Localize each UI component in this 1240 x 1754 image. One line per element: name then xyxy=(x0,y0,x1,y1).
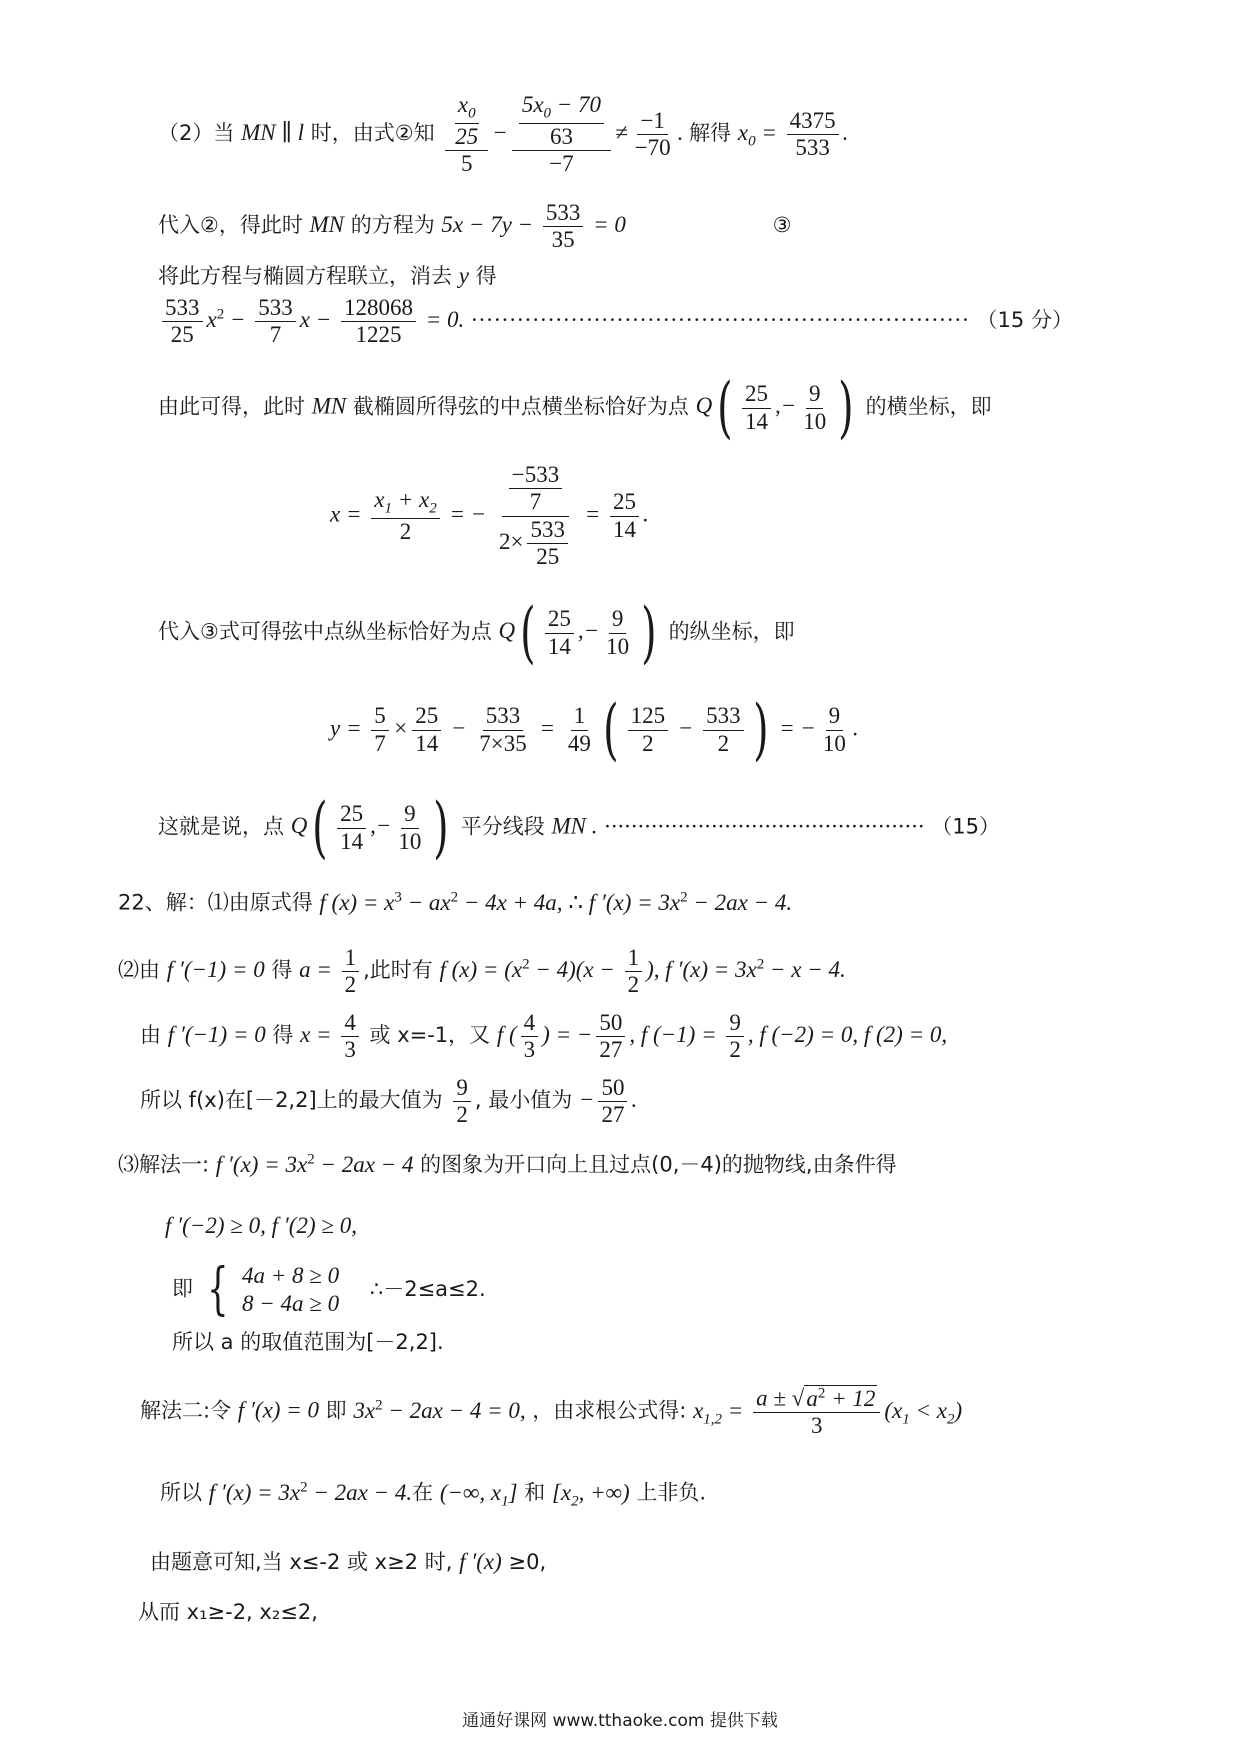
line-quadratic: $\frac{533}{25}$ $x^2$ − $\frac{533}{7}$ x − $\frac{128068}{1225}$ = 0. ································································· （15 分） xyxy=(158,295,1073,349)
text: 在 xyxy=(412,1480,434,1505)
q22-part1: 22、解：⑴由原式得 f $(x) = x^3 - ax^2 - 4x + 4a$, ∴ f $'(x) = 3x^2 - 2ax - 4$. xyxy=(118,889,793,915)
text: 解得 xyxy=(689,121,732,146)
text: 即 xyxy=(325,1398,347,1423)
text: 将此方程与椭圆方程联立，消去 xyxy=(158,264,452,288)
dots: ································································· xyxy=(470,308,970,333)
fraction-num: 4375 xyxy=(787,108,839,135)
q22-extrema: 由 f ′(−1) = 0 得 x = $\frac{4}{3}$ 或 x=-1，又 f ( $\frac{4}{3}$ ) = − $\frac{50}{27}$ , f (−1) = $\frac{9}{2}$ , f (−2) = 0, f (2) = 0, xyxy=(140,1010,948,1063)
text: 的方程为 xyxy=(350,213,435,238)
text: 的横坐标，即 xyxy=(865,394,992,419)
q22-nonnegative: 所以 f $'(x) = 3x^2 - 2ax - 4$.在 (−∞, $x_1$] 和 [$x_2$, +∞) 上非负. xyxy=(160,1479,707,1510)
text: 代入③式可得弦中点纵坐标恰好为点 xyxy=(158,619,492,644)
text: 解法二:令 xyxy=(140,1398,232,1423)
footer-watermark: 通通好课网 www.tthaoke.com 提供下载 xyxy=(462,1711,778,1731)
line-eliminate xyxy=(158,262,497,290)
text: ≥0, xyxy=(508,1550,547,1574)
text: ∴－2≤a≤2. xyxy=(369,1276,486,1301)
text: 所以 xyxy=(160,1480,202,1505)
text: 由此可得，此时 xyxy=(158,394,305,419)
text: 得 xyxy=(271,958,293,983)
line-bisect: 这就是说，点 Q( $\frac{25}{14}$ ,− $\frac{9}{10}$ ) 平分线段 MN . ················································ （15） xyxy=(158,789,1000,866)
text: , 最小值为 xyxy=(474,1088,573,1113)
math-fraction-expression: $\frac{\frac{x_0}{25}}{5}$ − $\frac{\frac{5x_0 - 70}{63}}{-7}$ ≠ $\frac{-1}{-70}$ . xyxy=(441,120,689,145)
text: 22、解：⑴由原式得 xyxy=(118,890,313,915)
text: 的图象为开口向上且过点(0,－4)的抛物线,由条件得 xyxy=(420,1152,897,1177)
q22-system xyxy=(172,1257,486,1322)
text: 代入②，得此时 xyxy=(158,213,303,238)
text: 得 xyxy=(475,264,497,288)
q22-max-min: 所以 f(x)在[－2,2]上的最大值为 $\frac{9}{2}$ , 最小值为 − $\frac{50}{27}$ . xyxy=(140,1075,638,1128)
line-mn-parallel: （2）当 MN ∥ l 时，由式②知 $\frac{\frac{x_0}{25}}{5}$ − $\frac{\frac{5x_0 - 70}{63}}{-7}$ ≠ $\frac{-1}{-70}$ . 解得 $x_0$ = $\frac{4375}{533}$ . xyxy=(158,92,849,177)
text: ，由求根公式得: xyxy=(532,1398,687,1423)
q22-conditions: f ′(−2) ≥ 0, f ′(2) ≥ 0, xyxy=(165,1213,357,1238)
point-q: Q( $\frac{25}{14}$ ,− $\frac{9}{10}$ ) xyxy=(290,789,449,866)
text: 截椭圆所得弦的中点横坐标恰好为点 xyxy=(352,394,689,419)
equation-marker: ③ xyxy=(772,213,792,238)
text: 平分线段 xyxy=(460,814,545,839)
text: 的纵坐标，即 xyxy=(668,619,795,644)
text: 和 xyxy=(524,1480,546,1505)
text: （2）当 xyxy=(158,121,235,146)
q22-conclusion xyxy=(138,1600,318,1625)
q22-method1: ⑶解法一: f $'(x) = 3x^2 - 2ax - 4$ 的图象为开口向上且过点(0,－4)的抛物线,由条件得 xyxy=(118,1151,897,1177)
line-midpoint-y xyxy=(158,594,795,671)
point-q: Q( $\frac{25}{14}$ ,− $\frac{9}{10}$ ) xyxy=(498,594,657,671)
text: 即 xyxy=(172,1276,193,1301)
text: 从而 x₁≥-2, x₂≤2, xyxy=(138,1600,318,1624)
text: 这就是说，点 xyxy=(158,814,284,839)
score: （15 分） xyxy=(976,308,1073,333)
text: 所以 f(x)在[－2,2]上的最大值为 xyxy=(140,1088,443,1113)
point-q: Q( $\frac{25}{14}$ ,− $\frac{9}{10}$ ) xyxy=(695,369,854,446)
brace: { xyxy=(206,1257,229,1322)
math: y xyxy=(458,263,469,288)
line-x-formula: x = $\frac{x_1 + x_2}{2}$ = − $\frac{-533}{7}$ 2× $\frac{533}{25}$ = $\frac{25}{14}$ . xyxy=(330,462,649,570)
text: 所以 a 的取值范围为[－2,2]. xyxy=(172,1330,444,1354)
text: ⑵由 xyxy=(118,958,160,983)
q22-method2: 解法二:令 f ′(x) = 0 即 $3x^2 - 2ax - 4 = 0$, ，由求根公式得: $x_{1,2}$ = $\frac{a \pm √a^2 + 12}{3}$ $(x_1 < x_2)$ xyxy=(140,1385,963,1439)
q22-part2: ⑵由 f ′(−1) = 0 得 a = $\frac{1}{2}$ ,此时有 f $(x) = (x^2 - 4)(x$ − $\frac{1}{2}$ ), f $'(x) = 3x^2 - x - 4$. xyxy=(118,945,846,998)
text: ⑶解法一: xyxy=(118,1152,210,1177)
math: MN xyxy=(241,120,276,146)
inequalities: 4a + 8 ≥ 0 8 − 4a ≥ 0 xyxy=(242,1263,340,1316)
line-mn-equation: 代入②，得此时 MN 的方程为 5x − 7y − $\frac{533}{35}$ = 0 ③ xyxy=(158,200,792,253)
text: 由题意可知,当 x≤-2 或 x≥2 时, xyxy=(150,1550,453,1574)
fraction-den: 533 xyxy=(795,135,830,161)
text: 时，由式②知 xyxy=(310,121,435,146)
text: 由 xyxy=(140,1023,161,1048)
text: 得 xyxy=(272,1023,294,1048)
text: ,此时有 xyxy=(363,958,433,983)
text: 上非负. xyxy=(636,1480,707,1505)
q22-condition-text: 由题意可知,当 x≤-2 或 x≥2 时, f ′(x) ≥0, xyxy=(150,1549,547,1574)
line-y-formula: y = $\frac{5}{7}$ × $\frac{25}{14}$ − $\frac{533}{7\times 35}$ = $\frac{1}{49}$ ( $\frac{125}{2}$ − $\frac{533}{2}$ ) = − $\frac{9}{10}$ . xyxy=(330,691,859,768)
text: 或 x=-1，又 xyxy=(369,1023,491,1048)
q22-range xyxy=(172,1330,444,1355)
line-midpoint-x: 由此可得，此时 MN 截椭圆所得弦的中点横坐标恰好为点 Q( $\frac{25}{14}$ ,− $\frac{9}{10}$ ) 的横坐标，即 xyxy=(158,369,992,446)
dots: ················································ xyxy=(604,814,925,839)
score: （15） xyxy=(931,814,1000,839)
